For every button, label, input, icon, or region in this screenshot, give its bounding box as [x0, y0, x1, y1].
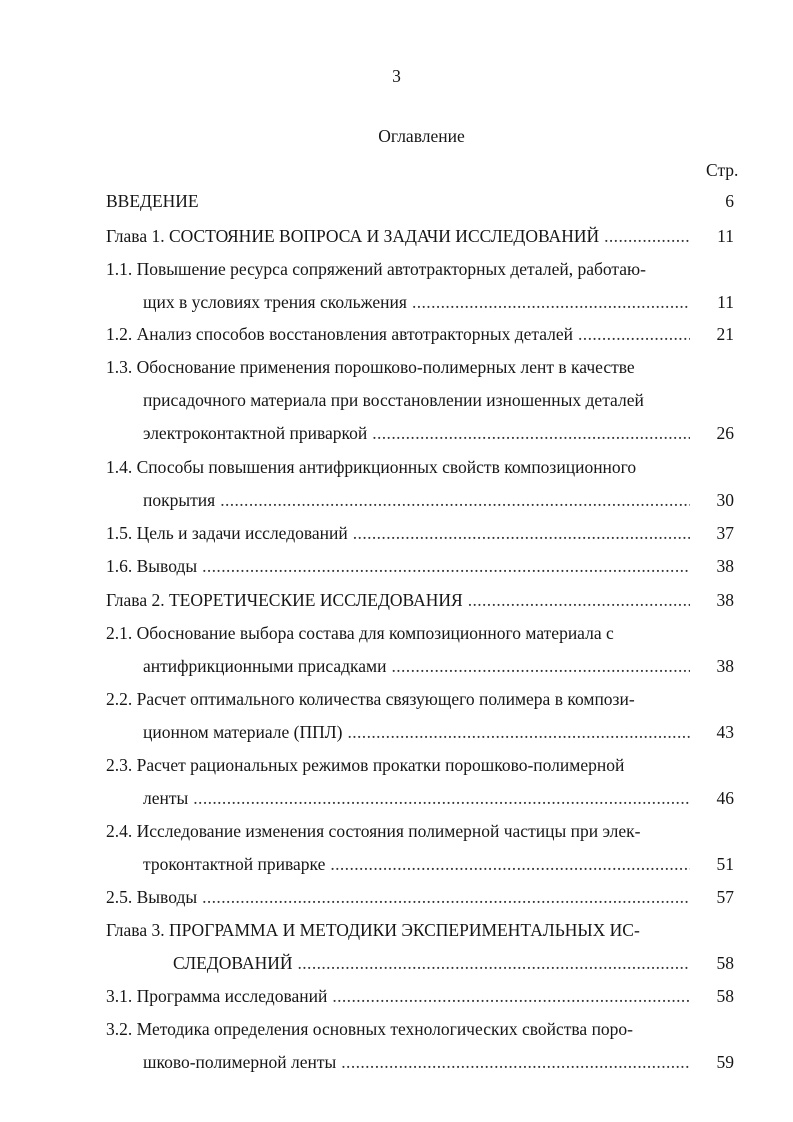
toc-entry-line: 2.1. Обоснование выбора состава для композиционного материала с	[106, 623, 614, 643]
toc-entry-line: Глава 3. ПРОГРАММА И МЕТОДИКИ ЭКСПЕРИМЕНТАЛЬНЫХ ИС-	[106, 920, 640, 940]
toc-entry-page: 43	[716, 722, 734, 742]
toc-entry-line	[143, 422, 690, 444]
toc-entry-page: 46	[716, 788, 734, 808]
toc-entry-text: шково-полимерной ленты	[143, 1052, 337, 1072]
toc-entry-page: 58	[716, 986, 734, 1006]
toc-entry-line	[143, 1051, 690, 1073]
toc-entry-line: ВВЕДЕНИЕ	[106, 191, 199, 211]
toc-entry-page: 21	[716, 324, 734, 344]
toc-title: Оглавление	[378, 126, 465, 146]
toc-entry-page: 26	[716, 423, 734, 443]
toc-entry-text: покрытия	[143, 490, 216, 510]
dot-leader	[341, 1051, 690, 1073]
toc-entry-page: 51	[716, 854, 734, 874]
dot-leader	[372, 422, 690, 444]
dot-leader	[578, 323, 690, 345]
toc-entry-line: 1.4. Способы повышения антифрикционных свойств композиционного	[106, 457, 637, 477]
dot-leader	[347, 721, 690, 743]
toc-entry-line	[173, 952, 690, 974]
toc-entry-text: троконтактной приварке	[143, 854, 326, 874]
toc-entry-text: Глава 2. ТЕОРЕТИЧЕСКИЕ ИССЛЕДОВАНИЯ	[106, 590, 463, 610]
toc-entry-line	[106, 323, 690, 345]
toc-entry-page: 6	[725, 191, 734, 211]
page-number: 3	[392, 66, 401, 86]
toc-entry-page: 11	[717, 292, 734, 312]
toc-entry-text: 1.2. Анализ способов восстановления автотракторных деталей	[106, 324, 574, 344]
toc-entry-text: 3.1. Программа исследований	[106, 986, 328, 1006]
dot-leader	[353, 522, 690, 544]
toc-entry-page: 38	[716, 590, 734, 610]
toc-entry-text: СЛЕДОВАНИЙ	[173, 953, 293, 973]
dot-leader	[412, 291, 690, 313]
toc-entry-line	[143, 721, 690, 743]
dot-leader	[220, 489, 690, 511]
dot-leader	[193, 787, 690, 809]
toc-entry-text: 1.5. Цель и задачи исследований	[106, 523, 348, 543]
toc-entry-line: присадочного материала при восстановлении изношенных деталей	[143, 390, 644, 410]
toc-entry-line	[106, 225, 690, 247]
toc-entry-text: ленты	[143, 788, 189, 808]
toc-entry-text: электроконтактной приваркой	[143, 423, 368, 443]
toc-entry-page: 37	[716, 523, 734, 543]
toc-entry-page: 57	[716, 887, 734, 907]
dot-leader	[332, 985, 690, 1007]
toc-entry-text: щих в условиях трения скольжения	[143, 292, 407, 312]
toc-entry-line	[143, 787, 690, 809]
toc-entry-page: 58	[716, 953, 734, 973]
toc-entry-page: 11	[717, 226, 734, 246]
toc-entry-line	[143, 291, 690, 313]
toc-entry-line	[143, 853, 690, 875]
toc-entry-line	[143, 655, 690, 677]
dot-leader	[468, 589, 690, 611]
toc-entry-text: 2.5. Выводы	[106, 887, 198, 907]
toc-entry-line: 2.4. Исследование изменения состояния полимерной частицы при элек-	[106, 821, 641, 841]
toc-entry-line	[143, 489, 690, 511]
toc-entry-line	[106, 522, 690, 544]
page-column-header: Стр.	[706, 160, 739, 180]
toc-entry-line	[106, 589, 690, 611]
toc-entry-line: 2.3. Расчет рациональных режимов прокатки порошково-полимерной	[106, 755, 625, 775]
toc-entry-line	[106, 985, 690, 1007]
toc-entry-page: 38	[716, 656, 734, 676]
toc-entry-line: 1.1. Повышение ресурса сопряжений автотракторных деталей, работаю-	[106, 259, 646, 279]
dot-leader	[391, 655, 690, 677]
dot-leader	[202, 886, 690, 908]
dot-leader	[604, 225, 690, 247]
toc-entry-text: 1.6. Выводы	[106, 556, 198, 576]
dot-leader	[330, 853, 690, 875]
dot-leader	[298, 952, 691, 974]
toc-entry-line: 1.3. Обоснование применения порошково-полимерных лент в качестве	[106, 357, 635, 377]
toc-entry-line: 3.2. Методика определения основных технологических свойства поро-	[106, 1019, 634, 1039]
toc-entry-page: 59	[716, 1052, 734, 1072]
toc-entry-text: антифрикционными присадками	[143, 656, 387, 676]
toc-entry-page: 30	[716, 490, 734, 510]
toc-entry-line: 2.2. Расчет оптимального количества связующего полимера в компози-	[106, 689, 635, 709]
toc-entry-page: 38	[716, 556, 734, 576]
toc-entry-text: Глава 1. СОСТОЯНИЕ ВОПРОСА И ЗАДАЧИ ИССЛЕДОВАНИЙ	[106, 226, 600, 246]
toc-entry-text: ционном материале (ППЛ)	[143, 722, 343, 742]
toc-entry-line	[106, 886, 690, 908]
dot-leader	[202, 555, 690, 577]
toc-entry-line	[106, 555, 690, 577]
